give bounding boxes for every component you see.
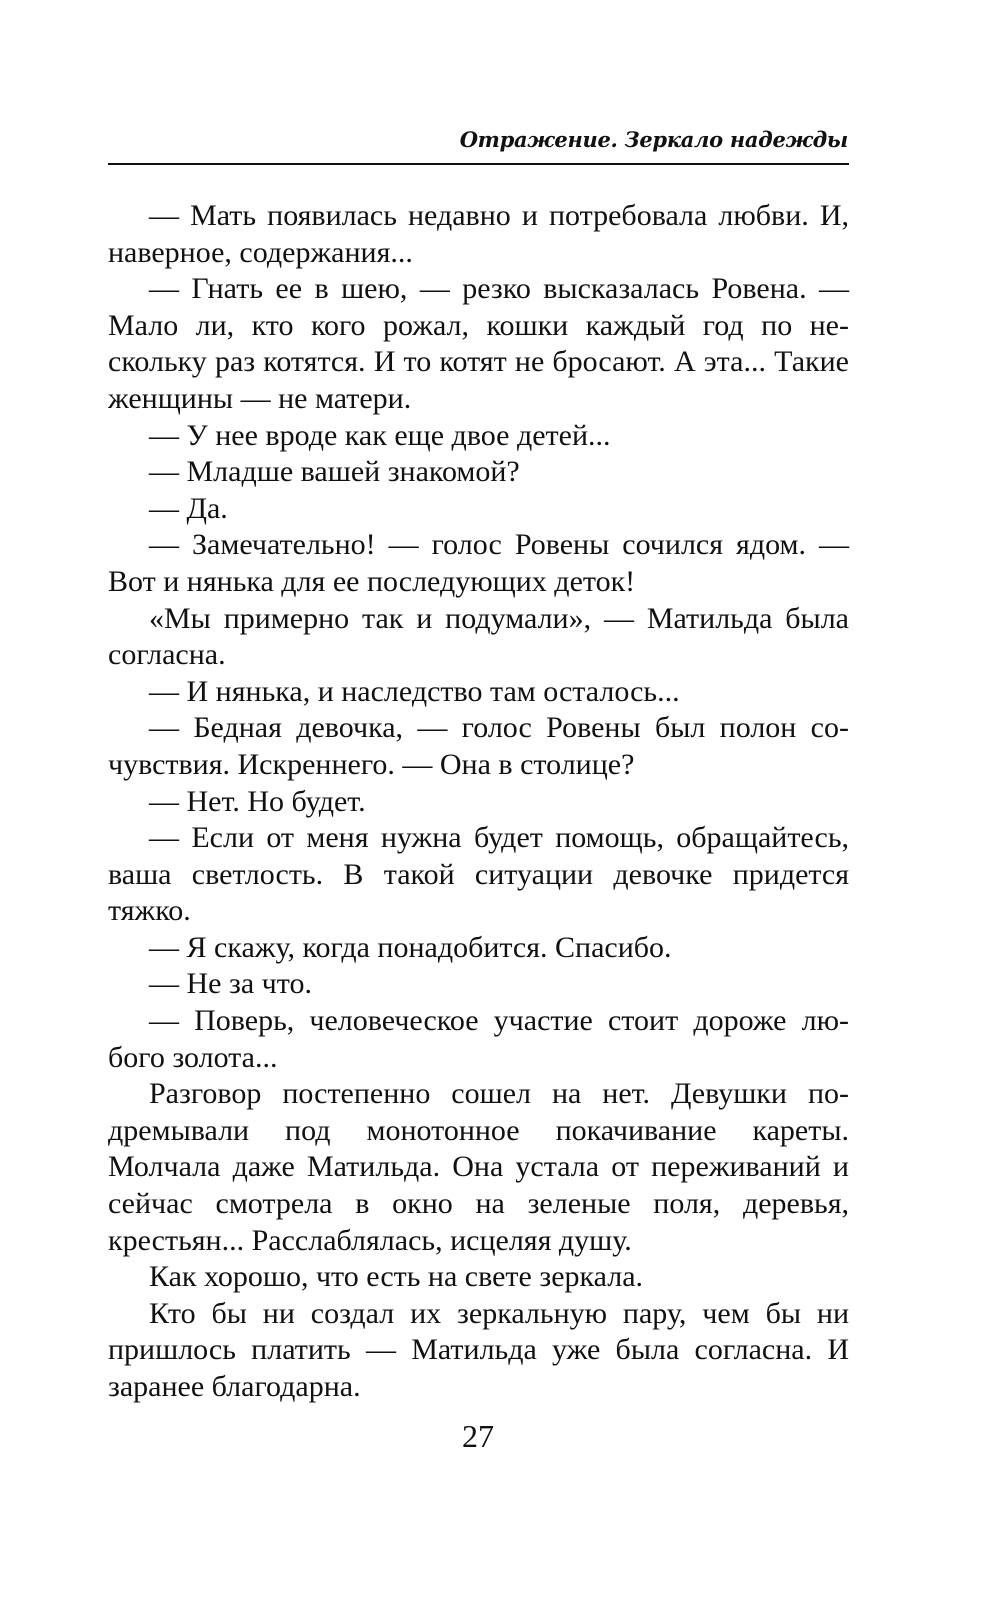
paragraph: Как хорошо, что есть на свете зеркала. — [149, 1260, 644, 1294]
paragraph: «Мы примерно так и подумали», — Матильда была согласна. — [108, 601, 849, 672]
page-number: 27 — [462, 1418, 494, 1454]
paragraph: — Мать появилась недавно и потребовала любви. И, наверное, содержания... — [108, 199, 849, 269]
paragraph: Кто бы ни создал их зеркальную пару, чем бы ни пришлось платить — Матильда уже была согласна. И заранее благодарна. — [108, 1296, 849, 1403]
paragraph: — Я скажу, когда понадобится. Спасибо. — [149, 930, 672, 964]
paragraph: — Гнать ее в шею, — резко высказалась Ровена. — Мало ли, кто кого рожал, кошки каждый год по нескольку раз котятся. И то котят не бросают. А эта... Такие женщины — не матери. — [108, 272, 849, 415]
running-header-title: Отражение. Зеркало надежды — [459, 127, 848, 152]
paragraph: — Замечательно! — голос Ровены сочился ядом. — Вот и нянька для ее последующих деток! — [108, 528, 849, 598]
paragraph: — И нянька, и наследство там осталось... — [149, 674, 680, 708]
paragraph: — Нет. Но будет. — [149, 784, 366, 818]
paragraph: Разговор постепенно сошел на нет. Девушки подремывали под монотонное покачивание кареты. Молчала даже Матильда. Она устала от переживаний и сейчас смотрела в окно на зеленые поля, деревья, крестьян... Расслаблялась, исцеляя душу. — [108, 1077, 849, 1257]
paragraph: — Поверь, человеческое участие стоит дороже любого золота... — [108, 1004, 849, 1074]
paragraph: — Да. — [149, 491, 228, 525]
paragraph: — У нее вроде как еще двое детей... — [149, 418, 611, 452]
body-text — [108, 198, 849, 1406]
paragraph: — Не за что. — [149, 967, 312, 1001]
header-divider — [108, 163, 849, 165]
paragraph: — Если от меня нужна будет помощь, обращайтесь, ваша светлость. В такой ситуации девочке придется тяжко. — [108, 821, 849, 928]
paragraph: — Бедная девочка, — голос Ровены был полон сочувствия. Искреннего. — Она в столице? — [108, 711, 849, 781]
paragraph: — Младше вашей знакомой? — [149, 455, 520, 489]
